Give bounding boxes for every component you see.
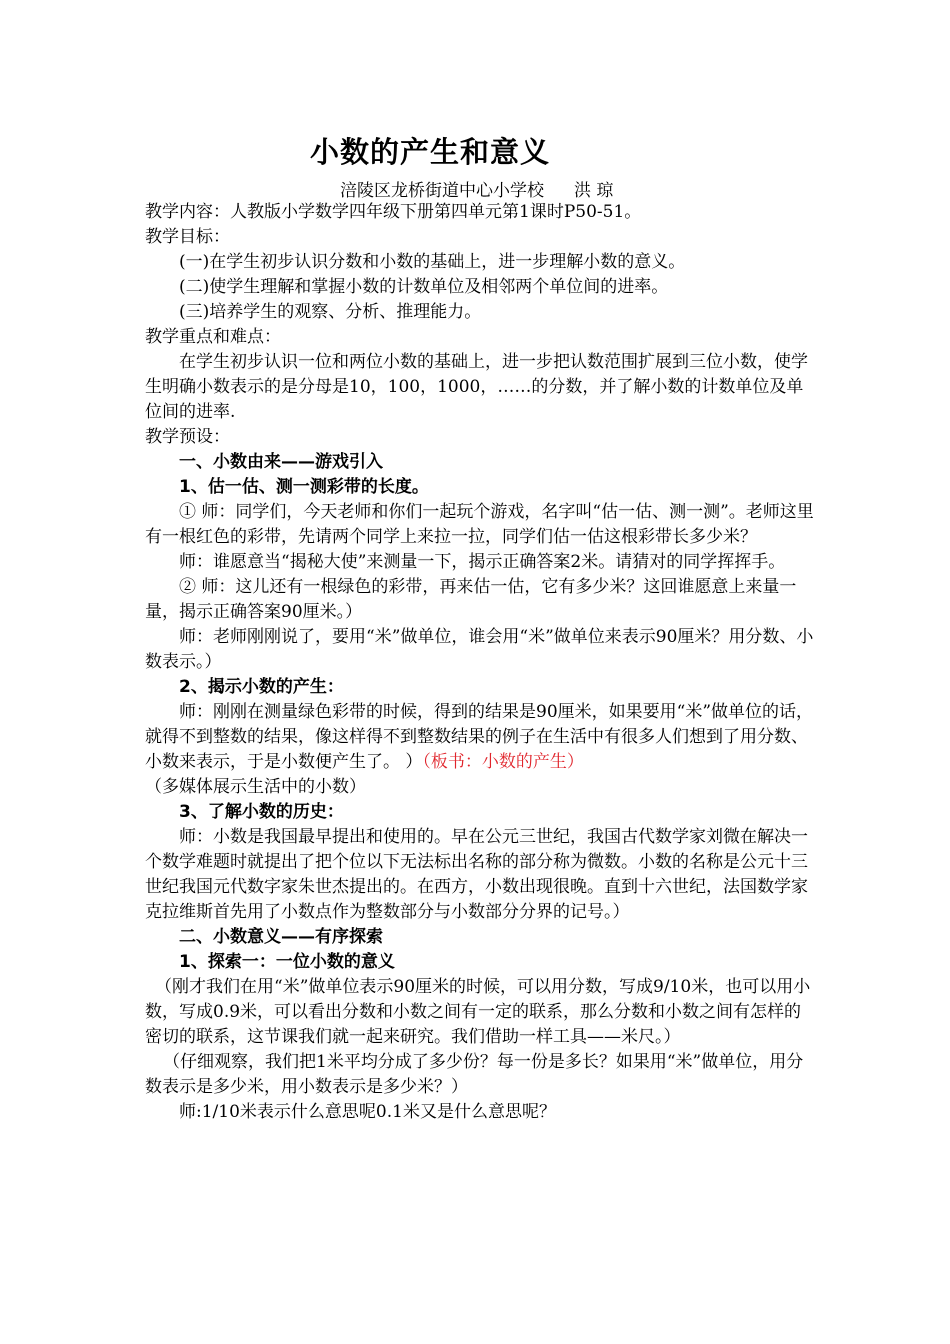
teaching-goals-heading: 教学目标： <box>145 227 230 247</box>
school-name: 涪陵区龙桥街道中心小学校 <box>340 181 544 201</box>
paragraph-history: 师：小数是我国最早提出和使用的。早在公元三世纪，我国古代数学家刘微在解决一个数学难题时就提出了把个位以下无法标出名称的部分称为微数。小数的名称是公元十三世纪我国元代数字家朱世杰提出的。在西方，小数出现很晚。直到十六世纪，法国数学家克拉维斯首先用了小数点作为整数部分与小数部分分界的记号。） <box>145 827 808 922</box>
goal-3: (三)培养学生的观察、分析、推理能力。 <box>179 302 482 322</box>
goal-1: (一)在学生初步认识分数和小数的基础上，进一步理解小数的意义。 <box>179 252 686 272</box>
teaching-plan-heading: 教学预设： <box>145 427 230 447</box>
teaching-content: 教学内容：人教版小学数学四年级下册第四单元第1课时P50-51。 <box>145 202 642 222</box>
section-2-1-heading: 1、探索一：一位小数的意义 <box>179 952 395 972</box>
author-name: 洪 琼 <box>574 181 614 201</box>
paragraph-question-tenth: 师:1/10米表示什么意思呢0.1米又是什么意思呢？ <box>179 1102 556 1122</box>
key-points-text: 在学生初步认识一位和两位小数的基础上，进一步把认数范围扩展到三位小数，使学生明确小数表示的是分母是10，100，1000，……的分数，并了解小数的计数单位及单位间的进率. <box>145 352 808 422</box>
byline <box>340 176 613 201</box>
paragraph-observe-ruler: （仔细观察，我们把1米平均分成了多少份？每一份是多长？如果用“米”做单位，用分数表示是多少米，用小数表示是多少米？） <box>145 1052 804 1097</box>
section-2-heading: 二、小数意义——有序探索 <box>179 927 383 947</box>
document-body <box>145 200 815 1125</box>
paragraph-estimate-red: ① 师：同学们，今天老师和你们一起玩个游戏，名字叫“估一估、测一测”。老师这里有一根红色的彩带，先请两个同学上来拉一拉，同学们估一估这根彩带长多少米？ <box>145 502 814 547</box>
section-1-2-heading: 2、揭示小数的产生： <box>179 677 344 697</box>
paragraph-estimate-green: ② 师：这儿还有一根绿色的彩带，再来估一估，它有多少米？这回谁愿意上来量一量，揭示正确答案90厘米。） <box>145 577 797 622</box>
page-title: 小数的产生和意义 <box>310 135 551 169</box>
paragraph-decimal-origin <box>145 700 815 775</box>
board-note: （板书：小数的产生） <box>422 752 584 772</box>
section-1-3-heading: 3、了解小数的历史： <box>179 802 344 822</box>
paragraph-decimal-origin-text: 师：刚刚在测量绿色彩带的时候，得到的结果是90厘米，如果要用“米”做单位的话，就得不到整数的结果，像这样得不到整数结果的例子在生活中有很多人们想到了用分数、小数来表示，于是小数便产生了。 ） <box>145 702 814 772</box>
section-1-heading: 一、小数由来——游戏引入 <box>179 452 383 472</box>
paragraph-reveal-answer: 师：谁愿意当“揭秘大使”来测量一下，揭示正确答案2米。请猜对的同学挥挥手。 <box>179 552 786 572</box>
paragraph-media: （多媒体展示生活中的小数） <box>145 777 366 797</box>
paragraph-use-meter: 师：老师刚刚说了，要用“米”做单位，谁会用“米”做单位来表示90厘米？用分数、小数表示。） <box>145 627 814 672</box>
key-points-heading: 教学重点和难点： <box>145 327 281 347</box>
section-1-1-heading: 1、估一估、测一测彩带的长度。 <box>179 477 429 497</box>
goal-2: (二)使学生理解和掌握小数的计数单位及相邻两个单位间的进率。 <box>179 277 669 297</box>
paragraph-fraction-decimal-link: （刚才我们在用“米”做单位表示90厘米的时候，可以用分数，写成9/10米，也可以用小数，写成0.9米，可以看出分数和小数之间有一定的联系，那么分数和小数之间有怎样的密切的联系，这节课我们就一起来研究。我们借助一样工具——米尺。） <box>145 977 811 1047</box>
